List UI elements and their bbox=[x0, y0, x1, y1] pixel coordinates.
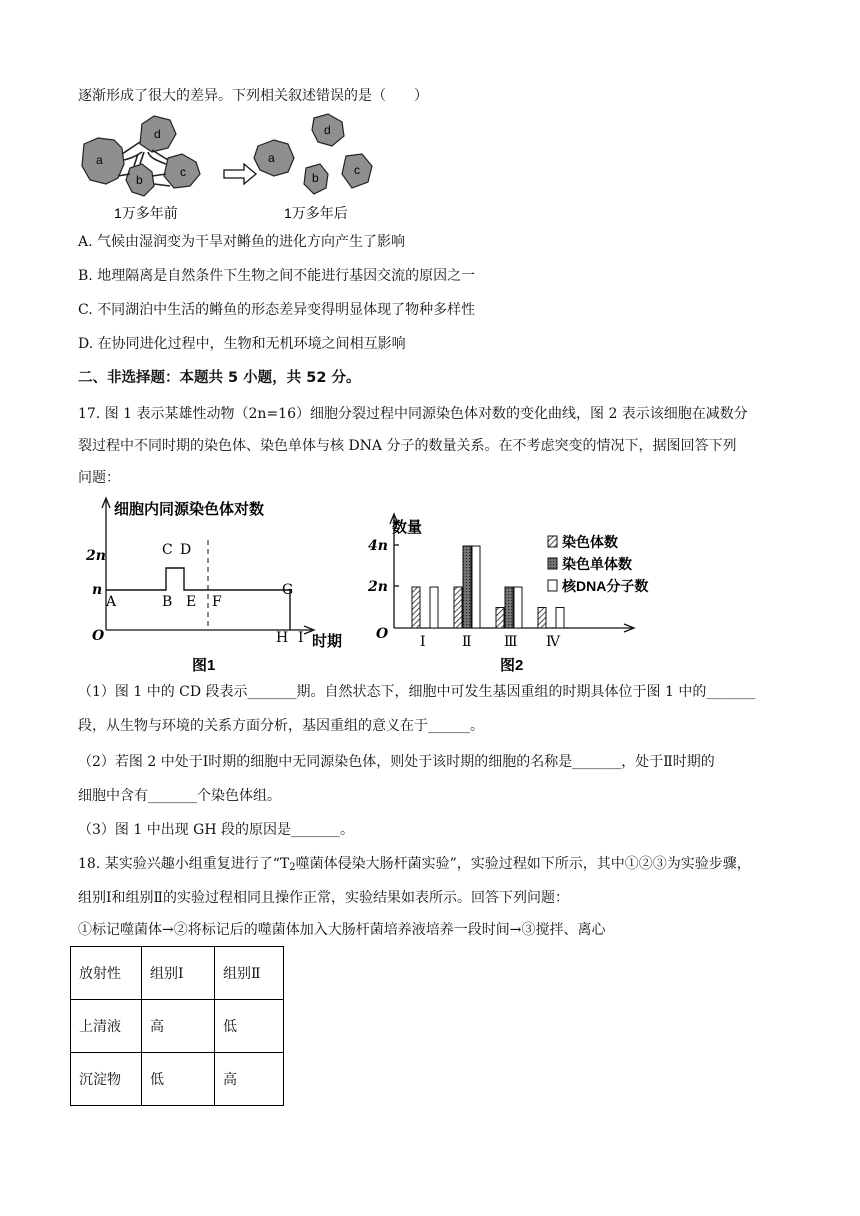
q17-sub-3: （3）图 1 中出现 GH 段的原因是_______。 bbox=[78, 822, 355, 838]
legend-dna: 核DNA分子数 bbox=[562, 578, 649, 594]
table-header: 组别Ⅱ bbox=[215, 947, 284, 1000]
fig1-label-B: B bbox=[162, 594, 173, 610]
q18-stem-line2: 组别Ⅰ和组别Ⅱ的实验过程相同且操作正常，实验结果如表所示。回答下列问题： bbox=[78, 890, 570, 906]
fig1-title: 细胞内同源染色体对数 bbox=[114, 501, 265, 518]
bar-核DNA分子数-Ⅳ bbox=[556, 608, 564, 629]
q16-stem: 逐渐形成了很大的差异。下列相关叙述错误的是（ ） bbox=[78, 88, 428, 104]
fig2-ylabel: 数量 bbox=[392, 519, 423, 536]
legend-swatch-chromatid bbox=[548, 558, 557, 569]
fig1-label-D: D bbox=[180, 542, 192, 558]
q17-stem-line2: 裂过程中不同时期的染色体、染色单体与核 DNA 分子的数量关系。在不考虑突变的情况下，据图回答下列 bbox=[78, 438, 737, 454]
fig1-caption: 图1 bbox=[192, 657, 216, 674]
table-row bbox=[71, 1053, 284, 1106]
legend-swatch-chromosome bbox=[548, 536, 557, 547]
bar-核DNA分子数-Ⅱ bbox=[472, 546, 480, 628]
bar-染色体数-Ⅲ bbox=[496, 608, 504, 629]
lake-figure bbox=[78, 112, 378, 224]
fig1-label-C: C bbox=[162, 542, 173, 558]
lake-label-a-after: a bbox=[268, 151, 275, 165]
caption-after: 1万多年后 bbox=[284, 205, 348, 221]
option-c: C. 不同湖泊中生活的鳉鱼的形态差异变得明显体现了物种多样性 bbox=[78, 302, 476, 318]
fig2-xtick-4: Ⅳ bbox=[546, 634, 560, 650]
fig1-ytick-n: n bbox=[92, 582, 103, 598]
fig1-xlabel: 时期 bbox=[312, 633, 343, 650]
lake-a-before bbox=[82, 138, 124, 184]
lake-label-a-before: a bbox=[96, 153, 103, 167]
bar-核DNA分子数-Ⅲ bbox=[514, 587, 522, 628]
fig1-label-F: F bbox=[212, 594, 222, 610]
figure-2 bbox=[364, 510, 664, 678]
fig1-label-E: E bbox=[186, 594, 197, 610]
lake-label-b-after: b bbox=[312, 171, 319, 185]
table-cell: 高 bbox=[142, 1000, 215, 1053]
fig2-ytick-2n: 2n bbox=[368, 579, 388, 595]
fig2-ytick-4n: 4n bbox=[368, 538, 388, 554]
option-d: D. 在协同进化过程中，生物和无机环境之间相互影响 bbox=[78, 336, 406, 352]
fig1-curve bbox=[106, 568, 290, 630]
table-header: 组别Ⅰ bbox=[142, 947, 215, 1000]
fig2-bars bbox=[412, 546, 564, 628]
fig1-label-H: H bbox=[276, 630, 289, 646]
table-cell: 上清液 bbox=[71, 1000, 142, 1053]
fig2-caption: 图2 bbox=[500, 657, 524, 674]
table-cell: 沉淀物 bbox=[71, 1053, 142, 1106]
table-cell: 高 bbox=[215, 1053, 284, 1106]
lake-label-c-after: c bbox=[354, 163, 360, 177]
result-table bbox=[70, 946, 284, 1106]
q17-sub-2b: 细胞中含有_______个染色体组。 bbox=[78, 788, 281, 804]
fig2-xtick-3: Ⅲ bbox=[504, 634, 518, 650]
q17-sub-1b: 段，从生物与环境的关系方面分析，基因重组的意义在于______。 bbox=[78, 718, 484, 734]
bar-染色单体数-Ⅲ bbox=[505, 587, 513, 628]
option-b: B. 地理隔离是自然条件下生物之间不能进行基因交流的原因之一 bbox=[78, 268, 476, 284]
lake-label-c-before: c bbox=[180, 165, 186, 179]
fig2-xtick-2: Ⅱ bbox=[462, 634, 472, 650]
bar-核DNA分子数-Ⅰ bbox=[430, 587, 438, 628]
q17-sub-2a: （2）若图 2 中处于Ⅰ时期的细胞中无同源染色体，则处于该时期的细胞的名称是_______，处于Ⅱ时期的 bbox=[78, 754, 715, 770]
table-cell: 低 bbox=[142, 1053, 215, 1106]
table-cell: 低 bbox=[215, 1000, 284, 1053]
legend-swatch-dna bbox=[548, 580, 557, 591]
q18-steps: ①标记噬菌体→②将标记后的噬菌体加入大肠杆菌培养液培养一段时间→③搅拌、离心 bbox=[78, 922, 606, 938]
fig2-xtick-1: Ⅰ bbox=[420, 634, 426, 650]
fig2-origin: O bbox=[376, 626, 389, 642]
caption-before: 1万多年前 bbox=[114, 205, 178, 221]
lake-label-b-before: b bbox=[136, 173, 143, 187]
fig1-label-A: A bbox=[106, 594, 117, 610]
q17-stem-line1: 17. 图 1 表示某雄性动物（2n=16）细胞分裂过程中同源染色体对数的变化曲线，图 2 表示该细胞在减数分 bbox=[78, 406, 748, 422]
fig1-label-G: G bbox=[282, 582, 294, 598]
lake-label-d-before: d bbox=[154, 127, 161, 141]
fig1-origin: O bbox=[92, 628, 105, 644]
fig1-label-I: I bbox=[298, 630, 304, 646]
legend-chromatid: 染色单体数 bbox=[562, 556, 632, 572]
fig1-ytick-2n: 2n bbox=[86, 548, 106, 564]
table-row bbox=[71, 1000, 284, 1053]
table-row bbox=[71, 947, 284, 1000]
bar-染色单体数-Ⅱ bbox=[463, 546, 471, 628]
figure-1 bbox=[84, 494, 364, 678]
lake-label-d-after: d bbox=[324, 123, 331, 137]
option-a: A. 气候由湿润变为干旱对鳉鱼的进化方向产生了影响 bbox=[78, 234, 406, 250]
table-header: 放射性 bbox=[71, 947, 142, 1000]
bar-染色体数-Ⅳ bbox=[538, 608, 546, 629]
bar-染色体数-Ⅰ bbox=[412, 587, 420, 628]
q18-stem-line1: 18. 某实验兴趣小组重复进行了“$T_2$噬菌体侵染大肠杆菌实验”，实验过程如下所示，其中①②③为实验步骤， bbox=[78, 856, 751, 873]
arrow bbox=[224, 164, 256, 184]
fig2-x-labels bbox=[420, 634, 561, 650]
bar-染色体数-Ⅱ bbox=[454, 587, 462, 628]
legend-chromosome: 染色体数 bbox=[562, 534, 618, 550]
q17-sub-1a: （1）图 1 中的 CD 段表示_______期。自然状态下，细胞中可发生基因重组的时期具体位于图 1 中的_______ bbox=[78, 684, 756, 700]
section-heading: 二、非选择题：本题共 5 小题，共 52 分。 bbox=[78, 370, 361, 386]
q17-stem-line3: 问题： bbox=[78, 470, 120, 486]
